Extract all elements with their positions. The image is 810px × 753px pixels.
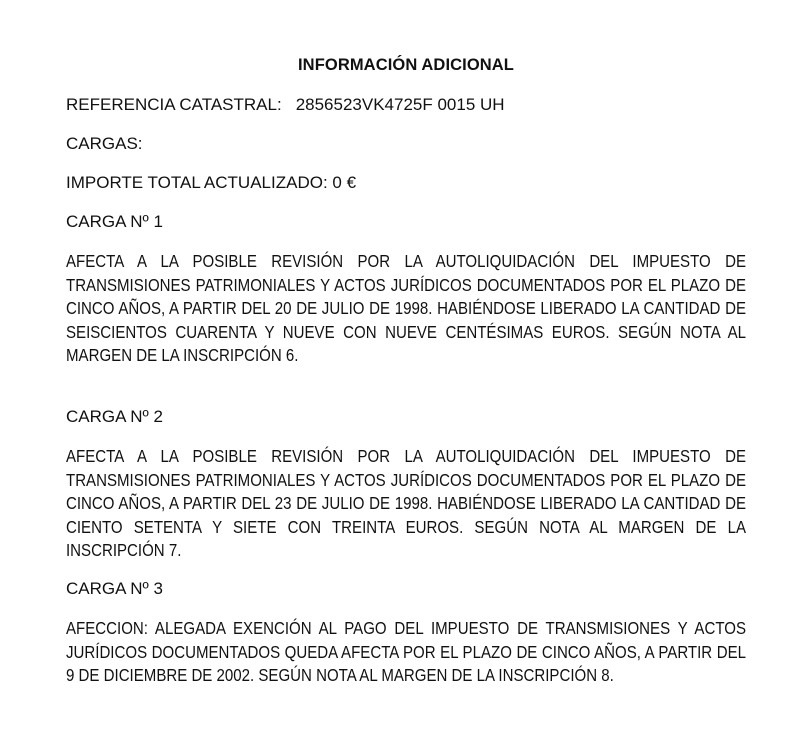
referencia-value: 2856523VK4725F 0015 UH	[295, 95, 505, 114]
referencia-catastral	[66, 95, 505, 115]
carga-1-body: AFECTA A LA POSIBLE REVISIÓN POR LA AUTOLIQUIDACIÓN DEL IMPUESTO DE TRANSMISIONES PATRIMONIALES Y ACTOS JURÍDICOS DOCUMENTADOS POR EL PLAZO DE CINCO AÑOS, A PARTIR DEL 20 DE JULIO DE 1998. HABIÉNDOSE LIBERADO LA CANTIDAD DE SEISCIENTOS CUARENTA Y NUEVE CON NUEVE CENTÉSIMAS EUROS. SEGÚN NOTA AL MARGEN DE LA INSCRIPCIÓN 6.	[66, 251, 746, 365]
importe-total: IMPORTE TOTAL ACTUALIZADO: 0 €	[66, 173, 357, 192]
document-title: INFORMACIÓN ADICIONAL	[298, 56, 514, 74]
carga-3-text	[66, 617, 746, 688]
referencia-label: REFERENCIA CATASTRAL:	[66, 95, 282, 114]
carga-1-heading: CARGA Nº 1	[66, 212, 163, 231]
carga-2-heading: CARGA Nº 2	[66, 407, 163, 426]
carga-3-heading: CARGA Nº 3	[66, 579, 163, 598]
carga-2-body: AFECTA A LA POSIBLE REVISIÓN POR LA AUTOLIQUIDACIÓN DEL IMPUESTO DE TRANSMISIONES PATRIMONIALES Y ACTOS JURÍDICOS DOCUMENTADOS POR EL PLAZO DE CINCO AÑOS, A PARTIR DEL 23 DE JULIO DE 1998. HABIÉNDOSE LIBERADO LA CANTIDAD DE CIENTO SETENTA Y SIETE CON TREINTA EUROS. SEGÚN NOTA AL MARGEN DE LA INSCRIPCIÓN 7.	[66, 446, 746, 560]
carga-1-text	[66, 250, 746, 368]
carga-2-text	[66, 445, 746, 563]
cargas-label: CARGAS:	[66, 134, 143, 153]
carga-3-body: AFECCION: ALEGADA EXENCIÓN AL PAGO DEL IMPUESTO DE TRANSMISIONES Y ACTOS JURÍDICOS DOCUMENTADOS QUEDA AFECTA POR EL PLAZO DE CINCO AÑOS, A PARTIR DEL 9 DE DICIEMBRE DE 2002. SEGÚN NOTA AL MARGEN DE LA INSCRIPCIÓN 8.	[66, 618, 746, 685]
